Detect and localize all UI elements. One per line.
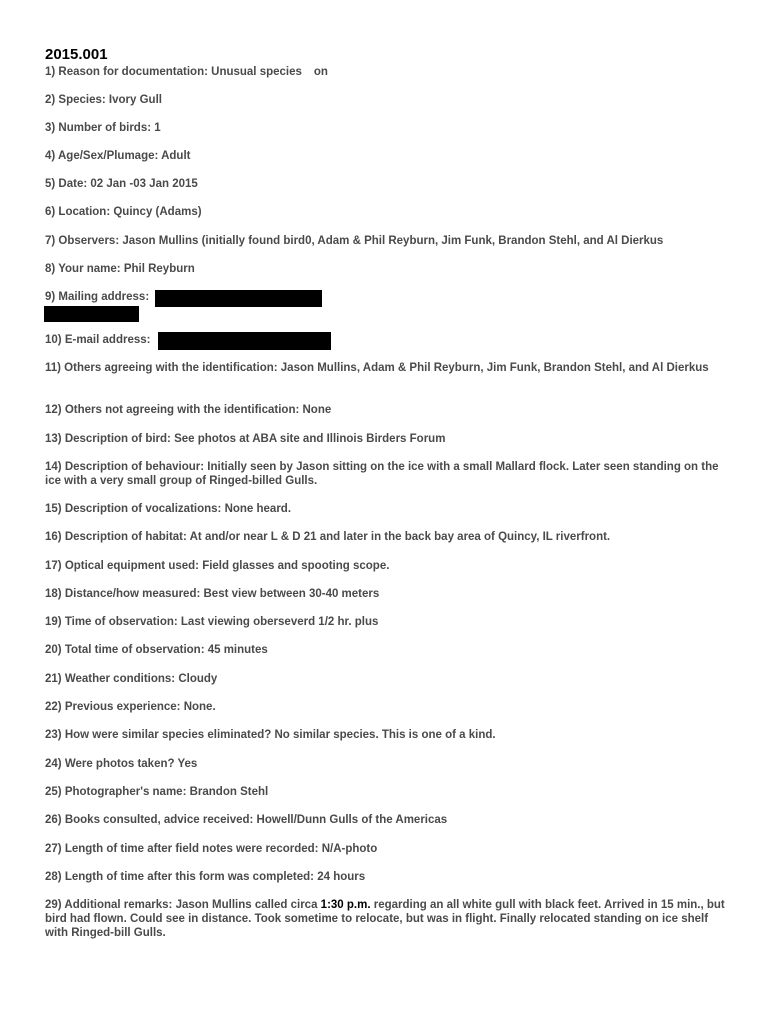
field-distance: 18) Distance/how measured: Best view between 30-40 meters [45,588,380,600]
redaction-block-email [158,332,331,350]
field-description-bird: 13) Description of bird: See photos at ABA site and Illinois Birders Forum [45,433,446,445]
field-your-name: 8) Your name: Phil Reyburn [45,263,195,275]
remarks-part-1: 29) Additional remarks: Jason Mullins called circa [45,899,321,911]
field-previous-experience: 22) Previous experience: None. [45,701,216,713]
field-habitat: 16) Description of habitat: At and/or near L & D 21 and later in the back bay area of Quincy, IL riverfront. [45,531,611,543]
field-mailing-address: 9) Mailing address: [45,291,150,303]
field-additional-remarks [45,898,730,940]
field-optical-equipment: 17) Optical equipment used: Field glasses and spooting scope. [45,560,390,572]
field-photographer: 25) Photographer's name: Brandon Stehl [45,786,269,798]
field-weather: 21) Weather conditions: Cloudy [45,673,218,685]
redaction-block-mailing-2 [44,306,139,322]
redaction-block-mailing-1 [155,290,322,307]
field-vocalizations: 15) Description of vocalizations: None heard. [45,503,292,515]
field-field-notes-time: 27) Length of time after field notes were recorded: N/A-photo [45,843,378,855]
field-time-of-observation: 19) Time of observation: Last viewing oberseverd 1/2 hr. plus [45,616,379,628]
field-similar-species: 23) How were similar species eliminated? No similar species. This is one of a kind. [45,729,496,741]
field-description-behaviour: 14) Description of behaviour: Initially seen by Jason sitting on the ice with a small Mallard flock. Later seen standing on the ice with a very small group of Ringed-billed Gulls. [45,461,719,487]
field-reason-label: 1) Reason for documentation: [45,66,208,78]
field-email-address: 10) E-mail address: [45,334,151,346]
field-photos-taken: 24) Were photos taken? Yes [45,758,198,770]
field-observers: 7) Observers: Jason Mullins (initially found bird0, Adam & Phil Reyburn, Jim Funk, Brandon Stehl, and Al Dierkus [45,235,664,247]
remarks-part-2: regarding an all white gull with black feet. Arrived in 15 min., but bird had flown. Could see in distance. Took sometime to relocate, but was in flight. Finally relocated standing on ice shelf with Ringed-bill Gulls. [45,899,725,939]
field-reason-value: Unusual species [211,66,302,78]
field-others-not-agreeing: 12) Others not agreeing with the identification: None [45,404,332,416]
field-others-agreeing: 11) Others agreeing with the identification: Jason Mullins, Adam & Phil Reyburn, Jim Funk, Brandon Stehl, and Al Dierkus [45,362,709,374]
field-books-consulted: 26) Books consulted, advice received: Howell/Dunn Gulls of the Americas [45,814,448,826]
field-reason-suffix: on [313,66,328,78]
field-total-time: 20) Total time of observation: 45 minutes [45,644,268,656]
field-location: 6) Location: Quincy (Adams) [45,206,202,218]
field-number-of-birds: 3) Number of birds: 1 [45,122,161,134]
field-age-sex-plumage: 4) Age/Sex/Plumage: Adult [45,150,191,162]
document-id: 2015.001 [45,46,108,63]
remarks-time: 1:30 p.m. [320,899,371,911]
field-date: 5) Date: 02 Jan -03 Jan 2015 [45,178,198,190]
field-species: 2) Species: Ivory Gull [45,94,162,106]
field-form-completed-time: 28) Length of time after this form was completed: 24 hours [45,871,366,883]
field-reason [45,65,730,79]
